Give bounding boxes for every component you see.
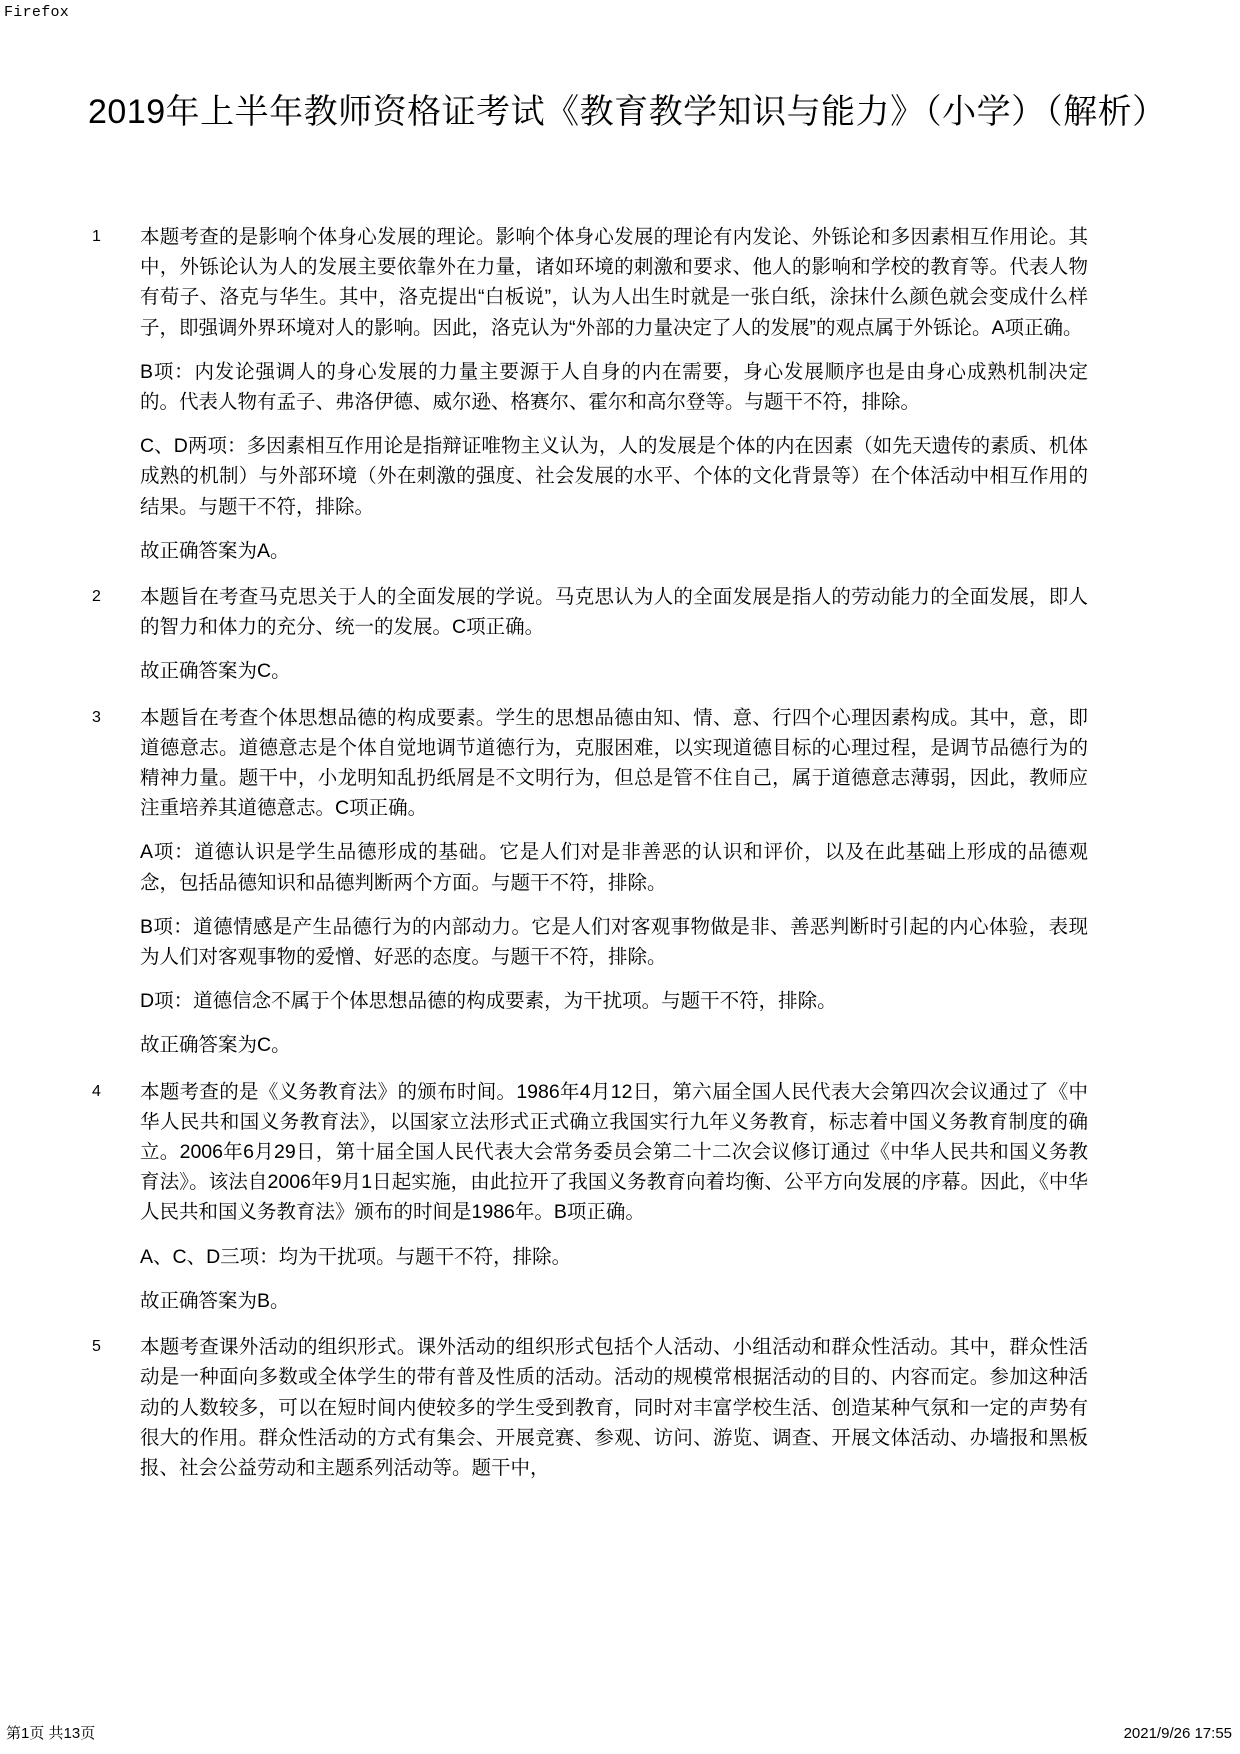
question-paragraph: C、D两项：多因素相互作用论是指辩证唯物主义认为，人的发展是个体的内在因素（如先天遗传的素质、机体成熟的机制）与外部环境（外在刺激的强度、社会发展的水平、个体的文化背景等）在个体活动中相互作用的结果。与题干不符，排除。 — [140, 435, 1088, 518]
question-paragraph: A、C、D三项：均为干扰项。与题干不符，排除。 — [140, 1245, 572, 1268]
question-body — [140, 1077, 1088, 1332]
question-paragraph: 本题旨在考查个体思想品德的构成要素。学生的思想品德由知、情、意、行四个心理因素构成。其中，意，即道德意志。道德意志是个体自觉地调节道德行为，克服困难，以实现道德目标的心理过程，是调节品德行为的精神力量。题干中，小龙明知乱扔纸屑是不文明行为，但总是管不住自己，属于道德意志薄弱，因此，教师应注重培养其道德意志。C项正确。 — [140, 706, 1088, 820]
question-block — [88, 1332, 1088, 1497]
question-block — [88, 582, 1088, 703]
answer-paragraph: 故正确答案为C。 — [140, 1034, 291, 1057]
question-block — [88, 703, 1088, 1077]
question-block — [88, 222, 1088, 582]
answer-paragraph: 故正确答案为B。 — [140, 1289, 290, 1312]
answer-paragraph: 故正确答案为C。 — [140, 660, 291, 683]
page-title: 2019年上半年教师资格证考试《教育教学知识与能力》（小学）（解析） — [88, 93, 1167, 131]
question-paragraph: 本题考查课外活动的组织形式。课外活动的组织形式包括个人活动、小组活动和群众性活动。其中，群众性活动是一种面向多数或全体学生的带有普及性质的活动。活动的规模常根据活动的目的、内容而定。参加这种活动的人数较多，可以在短时间内使较多的学生受到教育，同时对丰富学校生活、创造某种气氛和一定的声势有很大的作用。群众性活动的方式有集会、开展竞赛、参观、访问、游览、调查、开展文体活动、办墙报和黑板报、社会公益劳动和主题系列活动等。题干中， — [140, 1336, 1088, 1479]
footer-timestamp: 2021/9/26 17:55 — [1123, 1725, 1232, 1742]
question-body — [140, 222, 1088, 582]
browser-app-label: Firefox — [4, 4, 70, 21]
question-paragraph: 本题考查的是《义务教育法》的颁布时间。1986年4月12日，第六届全国人民代表大会第四次会议通过了《中华人民共和国义务教育法》，以国家立法形式正式确立我国实行九年义务教育，标志着中国义务教育制度的确立。2006年6月29日，第十届全国人民代表大会常务委员会第二十二次会议修订通过《中华人民共和国义务教育法》。该法自2006年9月1日起实施，由此拉开了我国义务教育向着均衡、公平方向发展的序幕。因此，《中华人民共和国义务教育法》颁布的时间是1986年。B项正确。 — [140, 1080, 1088, 1224]
question-paragraph: 本题旨在考查马克思关于人的全面发展的学说。马克思认为人的全面发展是指人的劳动能力的全面发展，即人的智力和体力的充分、统一的发展。C项正确。 — [140, 586, 1088, 639]
question-body — [140, 703, 1088, 1077]
question-paragraph: B项：内发论强调人的身心发展的力量主要源于人自身的内在需要，身心发展顺序也是由身心成熟机制决定的。代表人物有孟子、弗洛伊德、威尔逊、格赛尔、霍尔和高尔登等。与题干不符，排除。 — [140, 360, 1088, 414]
question-body — [140, 1332, 1088, 1497]
question-paragraph: A项：道德认识是学生品德形成的基础。它是人们对是非善恶的认识和评价，以及在此基础上形成的品德观念，包括品德知识和品德判断两个方面。与题干不符，排除。 — [140, 841, 1088, 894]
question-number: 1 — [92, 228, 101, 245]
page-footer — [0, 1724, 1240, 1744]
question-paragraph: D项：道德信念不属于个体思想品德的构成要素，为干扰项。与题干不符，排除。 — [140, 990, 837, 1013]
page-indicator: 第1页 共13页 — [6, 1725, 96, 1742]
question-number: 4 — [92, 1082, 101, 1100]
document-content — [88, 222, 1088, 1497]
question-number: 5 — [92, 1338, 101, 1356]
answer-paragraph: 故正确答案为A。 — [140, 539, 290, 562]
question-number: 3 — [92, 708, 101, 726]
question-paragraph: 本题考查的是影响个体身心发展的理论。影响个体身心发展的理论有内发论、外铄论和多因素相互作用论。其中，外铄论认为人的发展主要依靠外在力量，诸如环境的刺激和要求、他人的影响和学校的教育等。代表人物有荀子、洛克与华生。其中，洛克提出“白板说”，认为人出生时就是一张白纸，涂抹什么颜色就会变成什么样子，即强调外界环境对人的影响。因此，洛克认为“外部的力量决定了人的发展”的观点属于外铄论。A项正确。 — [140, 226, 1088, 339]
question-number: 2 — [92, 588, 101, 606]
question-paragraph: B项：道德情感是产生品德行为的内部动力。它是人们对客观事物做是非、善恶判断时引起的内心体验，表现为人们对客观事物的爱憎、好恶的态度。与题干不符，排除。 — [140, 915, 1088, 969]
question-body — [140, 582, 1088, 703]
question-block — [88, 1077, 1088, 1332]
